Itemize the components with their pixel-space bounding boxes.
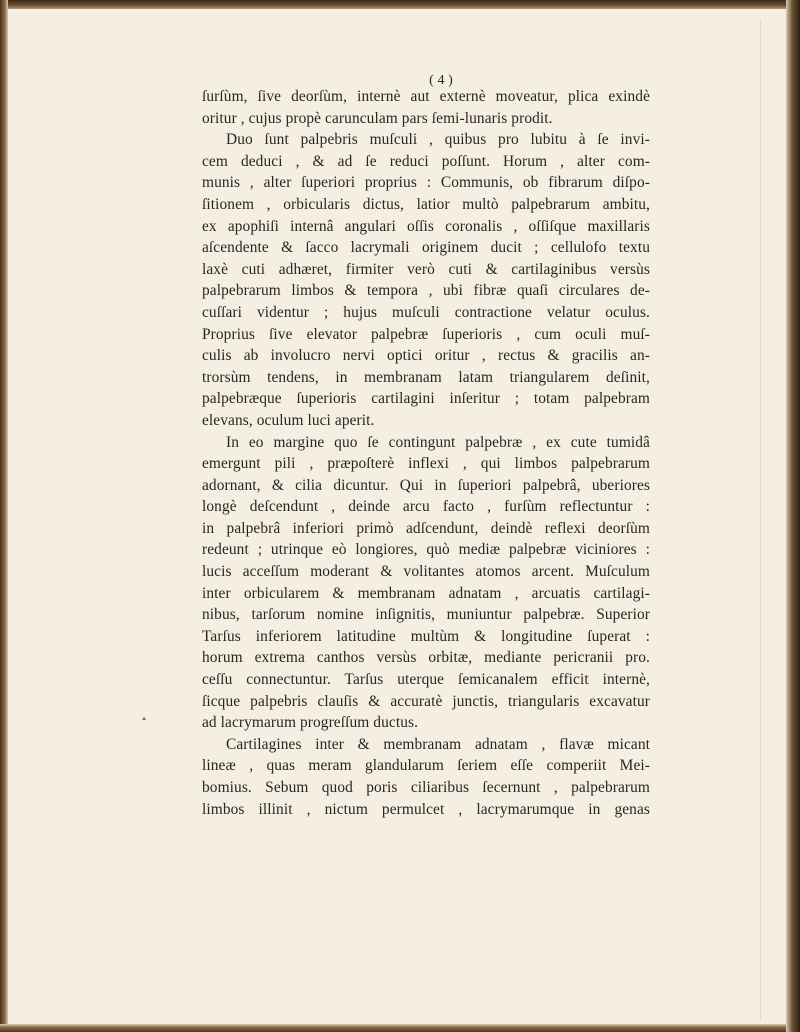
text-line: emergunt pili , præpoſterè inflexi , qui limbos palpebrarum (202, 455, 650, 473)
text-line: Cartilagines inter & membranam adnatam , flavæ micant (226, 735, 650, 753)
text-line: redeunt ; utrinque eò longiores, quò mediæ palpebræ viciniores : (202, 541, 650, 559)
text-line: oritur , cujus propè carunculam pars ſemi-lunaris prodit. (202, 109, 553, 127)
scan-top-edge (0, 0, 800, 9)
text-line: lucis acceſſum moderant & volitantes atomos arcent. Muſculum (202, 563, 650, 581)
text-line: inter orbicularem & membranam adnatam , arcuatis cartilagi- (202, 584, 650, 602)
book-spine-edge (786, 0, 800, 1032)
text-line: limbos illinit , nictum permulcet , lacrymarumque in genas (202, 800, 650, 818)
text-line: adornant, & cilia dicuntur. Qui in ſuperiori palpebrâ, uberiores (202, 476, 650, 494)
text-line: ex apophiſi internâ angulari oſſis coronalis , oſſiſque maxillaris (202, 217, 650, 235)
text-line: ſurſùm, ſive deorſùm, internè aut externè moveatur, plica exindè (202, 88, 650, 105)
text-line: ad lacrymarum progreſſum ductus. (202, 714, 419, 732)
ink-speck: • (142, 712, 147, 726)
text-line: horum extrema canthos versùs orbitæ, mediante pericranii pro. (202, 649, 650, 667)
gutter-shadow (760, 20, 761, 1020)
text-line: nibus, tarſorum nomine inſignitis, muniuntur palpebræ. Superior (202, 606, 650, 624)
text-line: cuſſari videntur ; hujus muſculi contractione velatur oculus. (202, 303, 650, 321)
text-line: Proprius ſive elevator palpebræ ſuperioris , cum oculi muſ- (202, 325, 650, 343)
text-line: Duo ſunt palpebris muſculi , quibus pro lubitu à ſe invi- (226, 131, 650, 149)
text-lines (202, 86, 650, 820)
text-line: ſicque palpebris clauſis & accuratè junctis, triangularis excavatur (202, 692, 650, 710)
text-line: palpebrarum limbos & tempora , ubi fibræ quaſi circulares de- (202, 282, 650, 300)
text-line: in palpebrâ inferiori primò adſcendunt, deindè reflexi deorſùm (202, 519, 650, 537)
text-line: elevans, oculum luci aperit. (202, 411, 375, 429)
text-line: palpebræque ſuperioris cartilagini inſeritur ; totam palpebram (202, 390, 650, 408)
page-number: ( 4 ) (429, 73, 453, 88)
text-line: bomius. Sebum quod poris ciliaribus ſecernunt , palpebrarum (202, 779, 650, 796)
text-line: culis ab involucro nervi optici oritur , rectus & gracilis an- (202, 347, 650, 365)
text-line: aſcendente & ſacco lacrymali originem ducit ; cellulofo textu (202, 239, 650, 257)
scan-bottom-edge (0, 1024, 800, 1032)
text-line: munis , alter ſuperiori proprius : Communis, ob fibrarum diſpo- (202, 174, 650, 192)
text-line: In eo margine quo ſe contingunt palpebræ , ex cute tumidâ (226, 433, 650, 451)
body-text-block (202, 72, 650, 820)
text-line: Tarſus inferiorem latitudine multùm & longitudine ſuperat : (202, 627, 650, 645)
text-line: trorsùm tendens, in membranam latam triangularem deſinit, (202, 368, 650, 386)
text-line: ſitionem , orbicularis dictus, latior multò palpebrarum ambitu, (202, 195, 650, 213)
text-line: lineæ , quas meram glandularum ſeriem eſſe comperiit Mei- (202, 757, 650, 775)
text-line: longè deſcendunt , deinde arcu facto , furſùm reflectuntur : (202, 498, 650, 516)
text-line: cem deduci , & ad ſe reduci poſſunt. Horum , alter com- (202, 152, 650, 170)
text-line: ceſſu connectuntur. Tarſus uterque ſemicanalem efficit internè, (202, 671, 650, 689)
text-line: laxè cuti adhæret, firmiter verò cuti & cartilaginibus versùs (202, 260, 650, 278)
scan-left-edge (0, 0, 8, 1032)
